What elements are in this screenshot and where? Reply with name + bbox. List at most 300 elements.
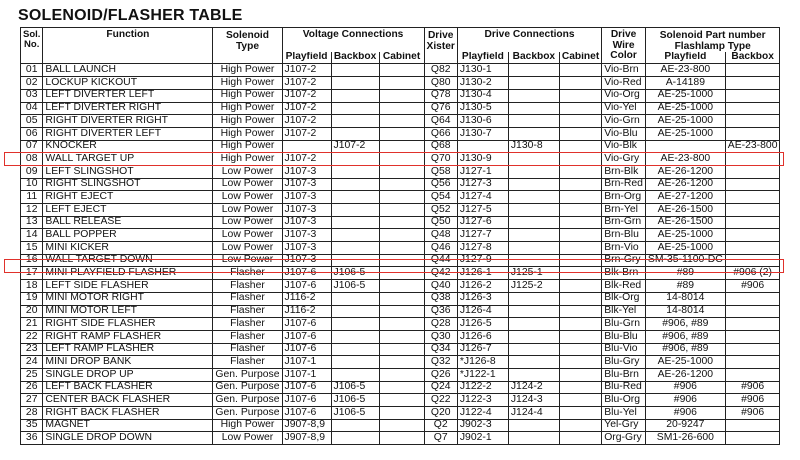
cell-part-playfield: AE-26-1200: [645, 178, 725, 191]
cell-wire-color: Vio-Blu: [602, 127, 646, 140]
cell-drive-xister: Q42: [424, 267, 457, 280]
cell-drive-xister: Q80: [424, 77, 457, 90]
cell-drive-xister: Q52: [424, 204, 457, 217]
cell-drive-xister: Q54: [424, 191, 457, 204]
table-row: [21, 153, 780, 166]
cell-drive-playfield: J902-1: [457, 432, 508, 445]
cell-drive-playfield: J122-3: [457, 394, 508, 407]
cell-drive-cabinet: [559, 77, 601, 90]
table-row: [21, 165, 780, 178]
cell-part-playfield: AE-23-800: [645, 153, 725, 166]
cell-part-playfield: AE-26-1200: [645, 165, 725, 178]
cell-voltage-cabinet: [379, 368, 424, 381]
table-row: [21, 102, 780, 115]
cell-function: WALL TARGET DOWN: [43, 254, 213, 267]
cell-voltage-backbox: [331, 419, 379, 432]
cell-drive-cabinet: [559, 394, 601, 407]
cell-voltage-cabinet: [379, 102, 424, 115]
cell-part-backbox: #906: [725, 280, 780, 293]
cell-wire-color: Brn-Blk: [602, 165, 646, 178]
cell-part-playfield: 20-9247: [645, 419, 725, 432]
cell-part-backbox: [725, 432, 780, 445]
cell-voltage-cabinet: [379, 229, 424, 242]
cell-solenoid-type: Low Power: [213, 254, 282, 267]
cell-voltage-backbox: [331, 165, 379, 178]
cell-drive-backbox: [508, 102, 559, 115]
cell-drive-backbox: [508, 330, 559, 343]
cell-part-playfield: #906: [645, 381, 725, 394]
cell-voltage-playfield: J107-3: [282, 204, 331, 217]
cell-drive-xister: Q64: [424, 115, 457, 128]
cell-sol-no: 22: [21, 330, 43, 343]
cell-part-backbox: [725, 89, 780, 102]
cell-voltage-cabinet: [379, 242, 424, 255]
cell-solenoid-type: Flasher: [213, 280, 282, 293]
cell-drive-cabinet: [559, 242, 601, 255]
cell-part-backbox: [725, 318, 780, 331]
header-solenoid-type: Solenoid Type: [213, 28, 282, 64]
cell-sol-no: 05: [21, 115, 43, 128]
cell-sol-no: 09: [21, 165, 43, 178]
cell-drive-playfield: J126-1: [457, 267, 508, 280]
cell-part-backbox: [725, 330, 780, 343]
cell-voltage-cabinet: [379, 343, 424, 356]
cell-part-playfield: #89: [645, 280, 725, 293]
cell-drive-cabinet: [559, 368, 601, 381]
cell-voltage-cabinet: [379, 280, 424, 293]
cell-drive-cabinet: [559, 64, 601, 77]
cell-voltage-playfield: J107-2: [282, 89, 331, 102]
cell-wire-color: Blk-Yel: [602, 305, 646, 318]
cell-part-backbox: #906: [725, 381, 780, 394]
cell-drive-cabinet: [559, 432, 601, 445]
table-row: [21, 140, 780, 153]
cell-voltage-cabinet: [379, 356, 424, 369]
header-voltage-connections: Voltage Connections: [282, 28, 424, 53]
cell-drive-xister: Q32: [424, 356, 457, 369]
cell-part-backbox: [725, 305, 780, 318]
cell-part-playfield: #906, #89: [645, 318, 725, 331]
cell-function: LEFT SLINGSHOT: [43, 165, 213, 178]
cell-drive-backbox: [508, 419, 559, 432]
cell-drive-xister: Q66: [424, 127, 457, 140]
cell-sol-no: 16: [21, 254, 43, 267]
table-row: [21, 419, 780, 432]
cell-sol-no: 21: [21, 318, 43, 331]
cell-drive-cabinet: [559, 330, 601, 343]
cell-drive-playfield: J130-9: [457, 153, 508, 166]
table-row: [21, 305, 780, 318]
cell-drive-xister: Q38: [424, 292, 457, 305]
cell-part-playfield: AE-27-1200: [645, 191, 725, 204]
cell-drive-backbox: [508, 216, 559, 229]
cell-wire-color: Yel-Gry: [602, 419, 646, 432]
cell-drive-xister: Q20: [424, 407, 457, 420]
cell-solenoid-type: Gen. Purpose: [213, 381, 282, 394]
cell-function: CENTER BACK FLASHER: [43, 394, 213, 407]
cell-drive-cabinet: [559, 89, 601, 102]
cell-voltage-cabinet: [379, 292, 424, 305]
cell-sol-no: 20: [21, 305, 43, 318]
cell-part-playfield: #906, #89: [645, 330, 725, 343]
cell-sol-no: 23: [21, 343, 43, 356]
cell-voltage-cabinet: [379, 204, 424, 217]
table-row: [21, 394, 780, 407]
cell-part-backbox: [725, 102, 780, 115]
cell-drive-playfield: J122-4: [457, 407, 508, 420]
cell-drive-playfield: J127-3: [457, 178, 508, 191]
cell-part-playfield: #89: [645, 267, 725, 280]
cell-voltage-cabinet: [379, 381, 424, 394]
cell-voltage-cabinet: [379, 115, 424, 128]
cell-part-playfield: #906, #89: [645, 343, 725, 356]
cell-voltage-playfield: J107-3: [282, 191, 331, 204]
cell-drive-backbox: [508, 356, 559, 369]
cell-solenoid-type: Low Power: [213, 178, 282, 191]
cell-drive-cabinet: [559, 292, 601, 305]
cell-voltage-backbox: [331, 343, 379, 356]
cell-function: LEFT RAMP FLASHER: [43, 343, 213, 356]
cell-solenoid-type: Flasher: [213, 305, 282, 318]
cell-wire-color: Blu-Vio: [602, 343, 646, 356]
cell-drive-xister: Q26: [424, 368, 457, 381]
header-part-playfield: Playfield: [645, 52, 725, 64]
cell-part-backbox: [725, 127, 780, 140]
cell-drive-backbox: [508, 153, 559, 166]
cell-drive-xister: Q28: [424, 318, 457, 331]
cell-part-playfield: AE-25-1000: [645, 89, 725, 102]
cell-solenoid-type: High Power: [213, 115, 282, 128]
cell-sol-no: 15: [21, 242, 43, 255]
cell-sol-no: 19: [21, 292, 43, 305]
cell-function: RIGHT SIDE FLASHER: [43, 318, 213, 331]
cell-drive-cabinet: [559, 216, 601, 229]
cell-voltage-cabinet: [379, 407, 424, 420]
cell-drive-cabinet: [559, 153, 601, 166]
cell-function: WALL TARGET UP: [43, 153, 213, 166]
cell-voltage-backbox: [331, 216, 379, 229]
cell-function: LEFT DIVERTER LEFT: [43, 89, 213, 102]
cell-wire-color: Vio-Red: [602, 77, 646, 90]
table-row: [21, 381, 780, 394]
cell-drive-backbox: [508, 305, 559, 318]
cell-voltage-playfield: J116-2: [282, 292, 331, 305]
cell-drive-cabinet: [559, 305, 601, 318]
cell-solenoid-type: Flasher: [213, 267, 282, 280]
cell-voltage-cabinet: [379, 305, 424, 318]
cell-drive-playfield: J127-5: [457, 204, 508, 217]
cell-part-backbox: [725, 254, 780, 267]
cell-voltage-backbox: [331, 318, 379, 331]
cell-solenoid-type: Low Power: [213, 165, 282, 178]
cell-function: RIGHT DIVERTER RIGHT: [43, 115, 213, 128]
cell-drive-playfield: J130-6: [457, 115, 508, 128]
header-drive-wire-color: Drive Wire Color: [602, 28, 646, 64]
cell-wire-color: Blk-Brn: [602, 267, 646, 280]
cell-part-playfield: AE-23-800: [645, 64, 725, 77]
cell-voltage-playfield: J107-1: [282, 356, 331, 369]
cell-voltage-playfield: J107-3: [282, 242, 331, 255]
cell-part-playfield: AE-25-1000: [645, 229, 725, 242]
cell-function: KNOCKER: [43, 140, 213, 153]
cell-sol-no: 28: [21, 407, 43, 420]
cell-sol-no: 24: [21, 356, 43, 369]
table-row: [21, 267, 780, 280]
cell-drive-playfield: J122-2: [457, 381, 508, 394]
cell-drive-backbox: [508, 318, 559, 331]
cell-part-playfield: SM-35-1100-DC: [645, 254, 725, 267]
header-part-number-label: Solenoid Part number: [659, 30, 766, 41]
cell-drive-cabinet: [559, 381, 601, 394]
cell-part-backbox: [725, 368, 780, 381]
cell-voltage-cabinet: [379, 64, 424, 77]
cell-solenoid-type: Flasher: [213, 292, 282, 305]
cell-drive-playfield: J130-4: [457, 89, 508, 102]
cell-wire-color: Brn-Gry: [602, 254, 646, 267]
cell-voltage-playfield: J107-2: [282, 115, 331, 128]
cell-solenoid-type: Low Power: [213, 229, 282, 242]
cell-wire-color: Vio-Yel: [602, 102, 646, 115]
cell-sol-no: 08: [21, 153, 43, 166]
cell-voltage-backbox: [331, 330, 379, 343]
cell-drive-xister: Q50: [424, 216, 457, 229]
cell-part-playfield: AE-26-1200: [645, 368, 725, 381]
cell-solenoid-type: Low Power: [213, 216, 282, 229]
cell-drive-playfield: J130-1: [457, 64, 508, 77]
cell-voltage-playfield: J107-3: [282, 165, 331, 178]
cell-sol-no: 11: [21, 191, 43, 204]
cell-part-backbox: AE-23-800: [725, 140, 780, 153]
cell-drive-backbox: J124-3: [508, 394, 559, 407]
cell-wire-color: Vio-Brn: [602, 64, 646, 77]
cell-wire-color: Org-Gry: [602, 432, 646, 445]
cell-part-backbox: [725, 191, 780, 204]
cell-part-backbox: #906: [725, 407, 780, 420]
cell-drive-playfield: J127-6: [457, 216, 508, 229]
cell-drive-playfield: J126-2: [457, 280, 508, 293]
cell-drive-xister: Q36: [424, 305, 457, 318]
cell-part-playfield: AE-25-1000: [645, 356, 725, 369]
cell-drive-xister: Q2: [424, 419, 457, 432]
cell-solenoid-type: Gen. Purpose: [213, 407, 282, 420]
cell-part-playfield: AE-26-1500: [645, 204, 725, 217]
cell-drive-playfield: J126-3: [457, 292, 508, 305]
cell-voltage-playfield: J107-2: [282, 102, 331, 115]
cell-voltage-backbox: J107-2: [331, 140, 379, 153]
header-voltage-cabinet: Cabinet: [379, 52, 424, 64]
cell-drive-cabinet: [559, 280, 601, 293]
cell-drive-xister: Q34: [424, 343, 457, 356]
cell-drive-cabinet: [559, 229, 601, 242]
cell-wire-color: Brn-Org: [602, 191, 646, 204]
cell-drive-cabinet: [559, 165, 601, 178]
cell-drive-xister: Q82: [424, 64, 457, 77]
cell-part-backbox: [725, 419, 780, 432]
cell-voltage-playfield: J116-2: [282, 305, 331, 318]
cell-drive-playfield: J126-7: [457, 343, 508, 356]
cell-function: RIGHT SLINGSHOT: [43, 178, 213, 191]
cell-voltage-backbox: J106-5: [331, 267, 379, 280]
table-row: [21, 330, 780, 343]
cell-solenoid-type: Low Power: [213, 204, 282, 217]
cell-drive-xister: Q22: [424, 394, 457, 407]
cell-part-backbox: [725, 242, 780, 255]
cell-drive-backbox: J125-2: [508, 280, 559, 293]
table-row: [21, 242, 780, 255]
cell-function: MINI KICKER: [43, 242, 213, 255]
cell-voltage-backbox: J106-5: [331, 381, 379, 394]
cell-solenoid-type: High Power: [213, 89, 282, 102]
cell-drive-backbox: [508, 242, 559, 255]
cell-drive-playfield: *J126-8: [457, 356, 508, 369]
cell-sol-no: 03: [21, 89, 43, 102]
cell-sol-no: 13: [21, 216, 43, 229]
cell-wire-color: Vio-Grn: [602, 115, 646, 128]
cell-function: RIGHT BACK FLASHER: [43, 407, 213, 420]
cell-voltage-cabinet: [379, 216, 424, 229]
cell-function: LEFT EJECT: [43, 204, 213, 217]
table-row: [21, 89, 780, 102]
cell-drive-backbox: J130-8: [508, 140, 559, 153]
cell-drive-playfield: *J122-1: [457, 368, 508, 381]
cell-part-backbox: [725, 229, 780, 242]
cell-drive-xister: Q46: [424, 242, 457, 255]
cell-drive-cabinet: [559, 254, 601, 267]
cell-part-backbox: [725, 64, 780, 77]
table-row: [21, 64, 780, 77]
cell-voltage-playfield: J107-6: [282, 381, 331, 394]
cell-drive-backbox: J124-4: [508, 407, 559, 420]
cell-part-backbox: #906 (2): [725, 267, 780, 280]
table-row: [21, 229, 780, 242]
cell-drive-xister: Q56: [424, 178, 457, 191]
cell-drive-xister: Q40: [424, 280, 457, 293]
cell-voltage-playfield: J107-6: [282, 343, 331, 356]
cell-solenoid-type: Flasher: [213, 356, 282, 369]
cell-voltage-cabinet: [379, 432, 424, 445]
cell-function: RIGHT DIVERTER LEFT: [43, 127, 213, 140]
cell-voltage-playfield: J107-6: [282, 407, 331, 420]
header-voltage-playfield: Playfield: [282, 52, 331, 64]
cell-voltage-playfield: J107-1: [282, 368, 331, 381]
cell-function: MINI PLAYFIELD FLASHER: [43, 267, 213, 280]
cell-voltage-cabinet: [379, 191, 424, 204]
cell-drive-xister: Q48: [424, 229, 457, 242]
table-row: [21, 115, 780, 128]
cell-drive-backbox: [508, 191, 559, 204]
cell-voltage-playfield: J107-6: [282, 330, 331, 343]
cell-drive-cabinet: [559, 407, 601, 420]
cell-part-playfield: AE-25-1000: [645, 102, 725, 115]
cell-sol-no: 07: [21, 140, 43, 153]
cell-function: MINI MOTOR LEFT: [43, 305, 213, 318]
cell-voltage-backbox: [331, 292, 379, 305]
cell-wire-color: Blu-Yel: [602, 407, 646, 420]
table-row: [21, 368, 780, 381]
cell-function: LOCKUP KICKOUT: [43, 77, 213, 90]
cell-voltage-backbox: [331, 356, 379, 369]
cell-drive-playfield: J130-7: [457, 127, 508, 140]
cell-solenoid-type: Low Power: [213, 432, 282, 445]
header-drive-playfield: Playfield: [457, 52, 508, 64]
cell-drive-xister: Q68: [424, 140, 457, 153]
cell-wire-color: Blk-Org: [602, 292, 646, 305]
cell-voltage-cabinet: [379, 127, 424, 140]
cell-part-backbox: [725, 165, 780, 178]
table-row: [21, 204, 780, 217]
cell-part-backbox: [725, 343, 780, 356]
cell-voltage-playfield: J107-2: [282, 153, 331, 166]
table-row: [21, 432, 780, 445]
cell-solenoid-type: High Power: [213, 419, 282, 432]
cell-function: MAGNET: [43, 419, 213, 432]
cell-drive-playfield: J127-4: [457, 191, 508, 204]
cell-voltage-cabinet: [379, 153, 424, 166]
cell-drive-playfield: J130-2: [457, 77, 508, 90]
table-row: [21, 318, 780, 331]
cell-voltage-backbox: [331, 178, 379, 191]
header-drive-connections: Drive Connections: [457, 28, 601, 53]
cell-voltage-cabinet: [379, 178, 424, 191]
header-function: Function: [43, 28, 213, 64]
table-row: [21, 292, 780, 305]
cell-solenoid-type: High Power: [213, 64, 282, 77]
cell-part-backbox: [725, 216, 780, 229]
header-drive-cabinet: Cabinet: [559, 52, 601, 64]
cell-voltage-backbox: [331, 229, 379, 242]
cell-function: LEFT SIDE FLASHER: [43, 280, 213, 293]
cell-drive-cabinet: [559, 204, 601, 217]
cell-drive-backbox: [508, 178, 559, 191]
cell-part-backbox: [725, 356, 780, 369]
cell-part-backbox: [725, 178, 780, 191]
cell-voltage-backbox: [331, 115, 379, 128]
cell-part-backbox: [725, 115, 780, 128]
cell-drive-cabinet: [559, 115, 601, 128]
cell-part-playfield: AE-25-1000: [645, 242, 725, 255]
cell-drive-xister: Q70: [424, 153, 457, 166]
cell-solenoid-type: High Power: [213, 140, 282, 153]
cell-function: MINI MOTOR RIGHT: [43, 292, 213, 305]
cell-part-playfield: [645, 140, 725, 153]
cell-function: SINGLE DROP UP: [43, 368, 213, 381]
table-row: [21, 127, 780, 140]
cell-solenoid-type: Gen. Purpose: [213, 394, 282, 407]
cell-voltage-backbox: [331, 204, 379, 217]
cell-sol-no: 35: [21, 419, 43, 432]
cell-drive-playfield: J127-1: [457, 165, 508, 178]
cell-drive-backbox: [508, 64, 559, 77]
cell-sol-no: 27: [21, 394, 43, 407]
cell-voltage-backbox: [331, 102, 379, 115]
cell-wire-color: Vio-Org: [602, 89, 646, 102]
cell-drive-playfield: J127-9: [457, 254, 508, 267]
cell-drive-backbox: [508, 115, 559, 128]
cell-voltage-cabinet: [379, 89, 424, 102]
cell-solenoid-type: Gen. Purpose: [213, 368, 282, 381]
header-sol-no: Sol. No.: [21, 28, 43, 64]
cell-drive-backbox: [508, 89, 559, 102]
cell-voltage-cabinet: [379, 254, 424, 267]
cell-voltage-backbox: [331, 432, 379, 445]
cell-drive-backbox: [508, 165, 559, 178]
cell-sol-no: 06: [21, 127, 43, 140]
cell-voltage-playfield: J107-3: [282, 216, 331, 229]
cell-wire-color: Blu-Gry: [602, 356, 646, 369]
header-voltage-backbox: Backbox: [331, 52, 379, 64]
cell-drive-backbox: [508, 254, 559, 267]
cell-drive-xister: Q58: [424, 165, 457, 178]
